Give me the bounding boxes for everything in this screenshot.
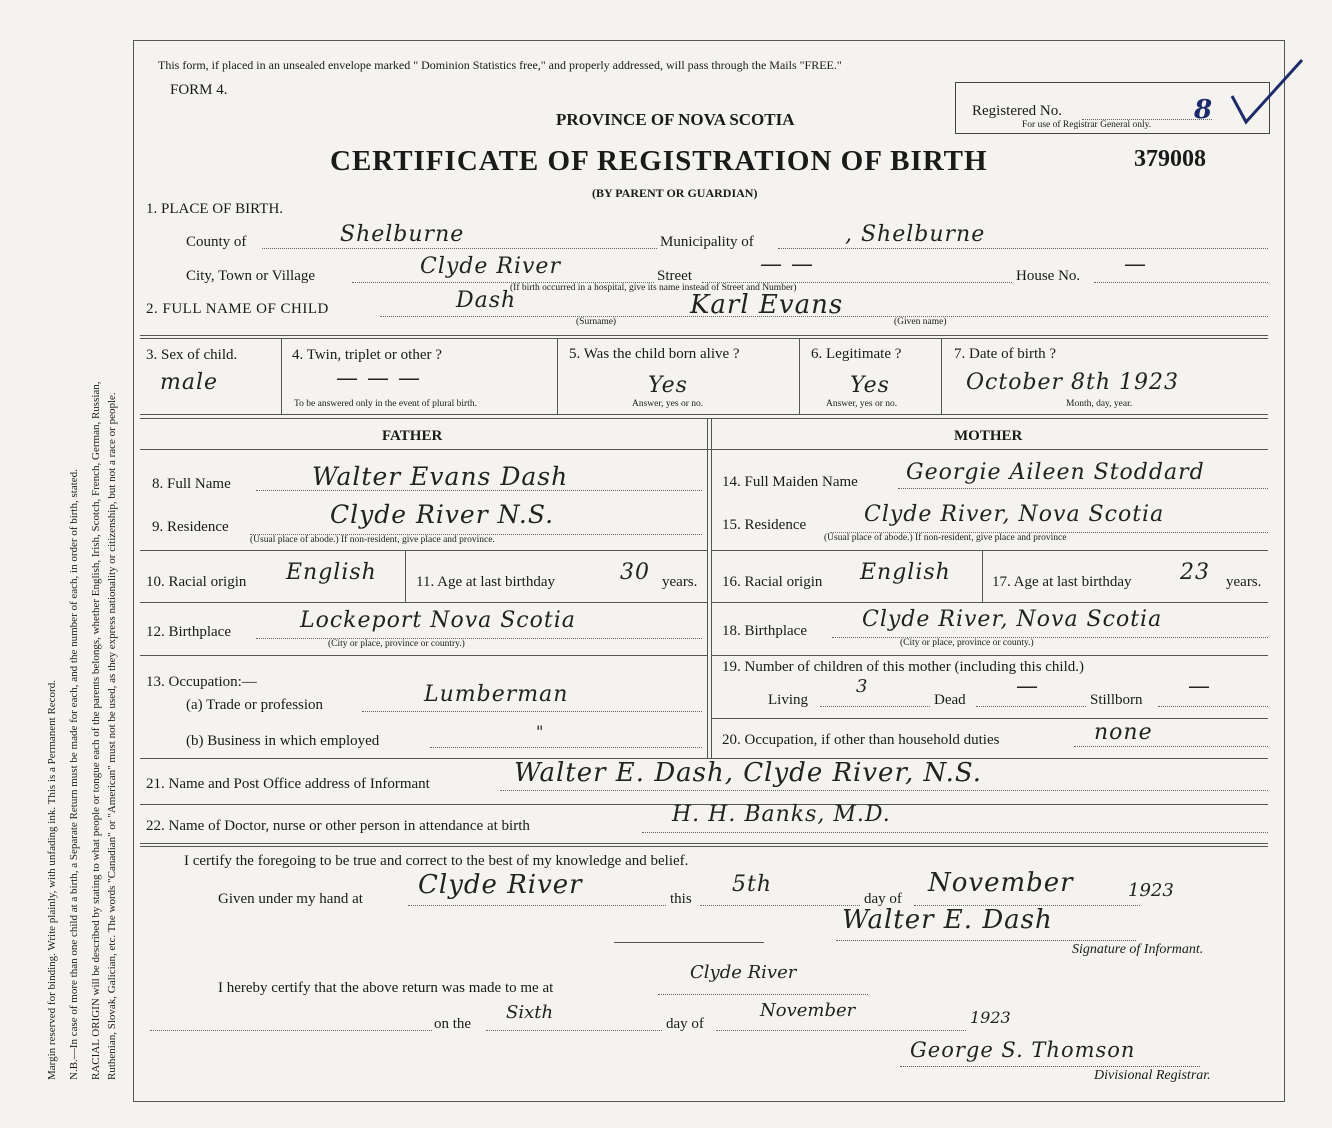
surname-note: (Surname) bbox=[576, 317, 617, 327]
county-label: County of bbox=[186, 234, 247, 250]
alive-value: Yes bbox=[648, 373, 688, 398]
mother-birthplace-note: (City or place, province or county.) bbox=[900, 638, 1034, 648]
mother-age-unit: years. bbox=[1226, 574, 1262, 590]
father-racial-value: English bbox=[286, 560, 377, 585]
mother-name-label: 14. Full Maiden Name bbox=[722, 474, 858, 490]
father-birthplace-label: 12. Birthplace bbox=[146, 624, 231, 640]
mother-age-value: 23 bbox=[1180, 560, 1210, 585]
mail-notice: This form, if placed in an unsealed envelope marked " Dominion Statistics free," and properly addressed, will pass through the Mails "FREE." bbox=[158, 58, 842, 72]
certify-month-value: November bbox=[928, 868, 1074, 898]
street-value: — — bbox=[760, 252, 814, 277]
checkmark-icon bbox=[1228, 56, 1308, 126]
informant-signature: Walter E. Dash bbox=[842, 905, 1053, 935]
business-label: (b) Business in which employed bbox=[186, 733, 380, 749]
father-birthplace-note: (City or place, province or country.) bbox=[328, 639, 465, 649]
registrar-day-value: Sixth bbox=[506, 1002, 554, 1023]
registrar-place-value: Clyde River bbox=[690, 962, 797, 983]
legitimate-label: 6. Legitimate ? bbox=[811, 346, 902, 362]
mother-res-note: (Usual place of abode.) If non-resident, give place and province bbox=[824, 533, 1067, 543]
county-value: Shelburne bbox=[340, 222, 465, 247]
father-heading: FATHER bbox=[382, 428, 443, 444]
mother-racial-label: 16. Racial origin bbox=[722, 574, 823, 590]
given-place-value: Clyde River bbox=[418, 870, 583, 900]
municipality-label: Municipality of bbox=[660, 234, 754, 250]
father-res-label: 9. Residence bbox=[152, 519, 229, 535]
certificate-title: CERTIFICATE OF REGISTRATION OF BIRTH bbox=[330, 145, 988, 177]
certify-statement: I certify the foregoing to be true and correct to the best of my knowledge and belief. bbox=[184, 853, 689, 869]
registered-number: 8 bbox=[1194, 95, 1214, 125]
twin-label: 4. Twin, triplet or other ? bbox=[292, 347, 442, 363]
child-name-label: 2. FULL NAME OF CHILD bbox=[146, 301, 329, 317]
certify-year-value: 1923 bbox=[1128, 880, 1174, 901]
children-label: 19. Number of children of this mother (including this child.) bbox=[722, 659, 1085, 675]
bottom-border bbox=[133, 1101, 1285, 1102]
father-racial-label: 10. Racial origin bbox=[146, 574, 247, 590]
given-note: (Given name) bbox=[894, 317, 947, 327]
registrar-signature: George S. Thomson bbox=[910, 1038, 1136, 1062]
registrar-year-value: 1923 bbox=[970, 1008, 1011, 1027]
legitimate-note: Answer, yes or no. bbox=[826, 399, 898, 409]
registrar-title: Divisional Registrar. bbox=[1094, 1068, 1211, 1083]
mother-heading: MOTHER bbox=[954, 428, 1023, 444]
signature-label: Signature of Informant. bbox=[1072, 942, 1204, 957]
child-surname-value: Dash bbox=[456, 288, 517, 313]
certify-day-label: day of bbox=[864, 891, 902, 907]
twin-value: — — — bbox=[336, 366, 421, 391]
occupation-label: 13. Occupation:— bbox=[146, 674, 257, 690]
father-age-unit: years. bbox=[662, 574, 698, 590]
informant-label: 21. Name and Post Office address of Informant bbox=[146, 776, 430, 792]
margin-note-3: RACIAL ORIGIN will be described by stating to what people or tongue each of the parents belongs, whether English, Irish, Scotch, French, German, Russian, bbox=[90, 381, 102, 1080]
sex-value: male bbox=[160, 370, 219, 395]
on-the-label: on the bbox=[434, 1016, 472, 1032]
house-label: House No. bbox=[1016, 268, 1081, 284]
living-label: Living bbox=[768, 692, 808, 708]
top-border bbox=[133, 40, 1285, 41]
dob-label: 7. Date of birth ? bbox=[954, 346, 1057, 362]
province-heading: PROVINCE OF NOVA SCOTIA bbox=[556, 110, 795, 129]
this-label: this bbox=[670, 891, 692, 907]
mother-res-value: Clyde River, Nova Scotia bbox=[864, 502, 1165, 527]
mother-birthplace-value: Clyde River, Nova Scotia bbox=[862, 607, 1163, 632]
alive-note: Answer, yes or no. bbox=[632, 399, 704, 409]
street-note: (If birth occurred in a hospital, give its name instead of Street and Number) bbox=[510, 283, 797, 293]
house-value: — bbox=[1124, 252, 1147, 277]
business-value: " bbox=[536, 722, 545, 741]
street-label: Street bbox=[657, 268, 692, 284]
dob-note: Month, day, year. bbox=[1066, 399, 1133, 409]
given-label: Given under my hand at bbox=[218, 891, 363, 907]
father-birthplace-value: Lockeport Nova Scotia bbox=[300, 608, 576, 633]
mother-occupation-label: 20. Occupation, if other than household duties bbox=[722, 732, 1000, 748]
city-label: City, Town or Village bbox=[186, 268, 316, 284]
living-value: 3 bbox=[856, 676, 869, 697]
mother-res-label: 15. Residence bbox=[722, 517, 807, 533]
child-given-value: Karl Evans bbox=[690, 290, 844, 320]
municipality-value: , Shelburne bbox=[845, 222, 986, 247]
informant-value: Walter E. Dash, Clyde River, N.S. bbox=[514, 758, 983, 788]
trade-value: Lumberman bbox=[424, 682, 569, 707]
right-border bbox=[1284, 40, 1285, 1102]
left-border bbox=[133, 40, 134, 1102]
doctor-label: 22. Name of Doctor, nurse or other person in attendance at birth bbox=[146, 818, 530, 834]
registrar-month-value: November bbox=[760, 1000, 856, 1021]
place-heading: 1. PLACE OF BIRTH. bbox=[146, 201, 284, 217]
form-number: FORM 4. bbox=[170, 82, 228, 98]
dead-value: — bbox=[1016, 674, 1039, 699]
certificate-subtitle: (BY PARENT OR GUARDIAN) bbox=[592, 186, 758, 200]
registrar-day-label: day of bbox=[666, 1016, 704, 1032]
registrar-note: For use of Registrar General only. bbox=[1022, 120, 1152, 130]
mother-name-value: Georgie Aileen Stoddard bbox=[906, 460, 1205, 485]
registered-label: Registered No. bbox=[972, 103, 1062, 119]
certificate-number: 379008 bbox=[1134, 146, 1206, 172]
dead-label: Dead bbox=[934, 692, 966, 708]
mother-birthplace-label: 18. Birthplace bbox=[722, 623, 807, 639]
mother-occupation-value: none bbox=[1094, 720, 1153, 745]
certify-day-value: 5th bbox=[732, 872, 773, 897]
margin-note-2: N.B.—In case of more than one child at a birth, a Separate Return must be made for each, and the number of each, in order of birth, stated. bbox=[68, 469, 80, 1080]
legitimate-value: Yes bbox=[850, 373, 890, 398]
twin-note: To be answered only in the event of plural birth. bbox=[294, 399, 477, 409]
alive-label: 5. Was the child born alive ? bbox=[569, 346, 740, 362]
father-age-label: 11. Age at last birthday bbox=[416, 574, 555, 590]
stillborn-value: — bbox=[1188, 674, 1211, 699]
father-name-label: 8. Full Name bbox=[152, 476, 231, 492]
mother-racial-value: English bbox=[860, 560, 951, 585]
sex-label: 3. Sex of child. bbox=[146, 347, 238, 363]
trade-label: (a) Trade or profession bbox=[186, 697, 324, 713]
mother-age-label: 17. Age at last birthday bbox=[992, 574, 1132, 590]
father-age-value: 30 bbox=[620, 560, 650, 585]
stillborn-label: Stillborn bbox=[1090, 692, 1143, 708]
registrar-statement: I hereby certify that the above return was made to me at bbox=[218, 980, 554, 996]
doctor-value: H. H. Banks, M.D. bbox=[672, 802, 891, 827]
margin-note-1: Margin reserved for binding. Write plainly, with unfading ink. This is a Permanent Record. bbox=[46, 680, 58, 1080]
registered-box bbox=[955, 82, 1270, 134]
father-res-value: Clyde River N.S. bbox=[330, 500, 555, 529]
father-name-value: Walter Evans Dash bbox=[312, 462, 569, 491]
city-value: Clyde River bbox=[420, 254, 561, 279]
father-res-note: (Usual place of abode.) If non-resident, give place and province. bbox=[250, 535, 495, 545]
margin-note-4: Ruthenian, Slovak, Galician, etc. The words "Canadian" or "American" must not be used, as they express nationality or citizenship, but not a race or people. bbox=[106, 392, 118, 1080]
dob-value: October 8th 1923 bbox=[966, 370, 1180, 395]
